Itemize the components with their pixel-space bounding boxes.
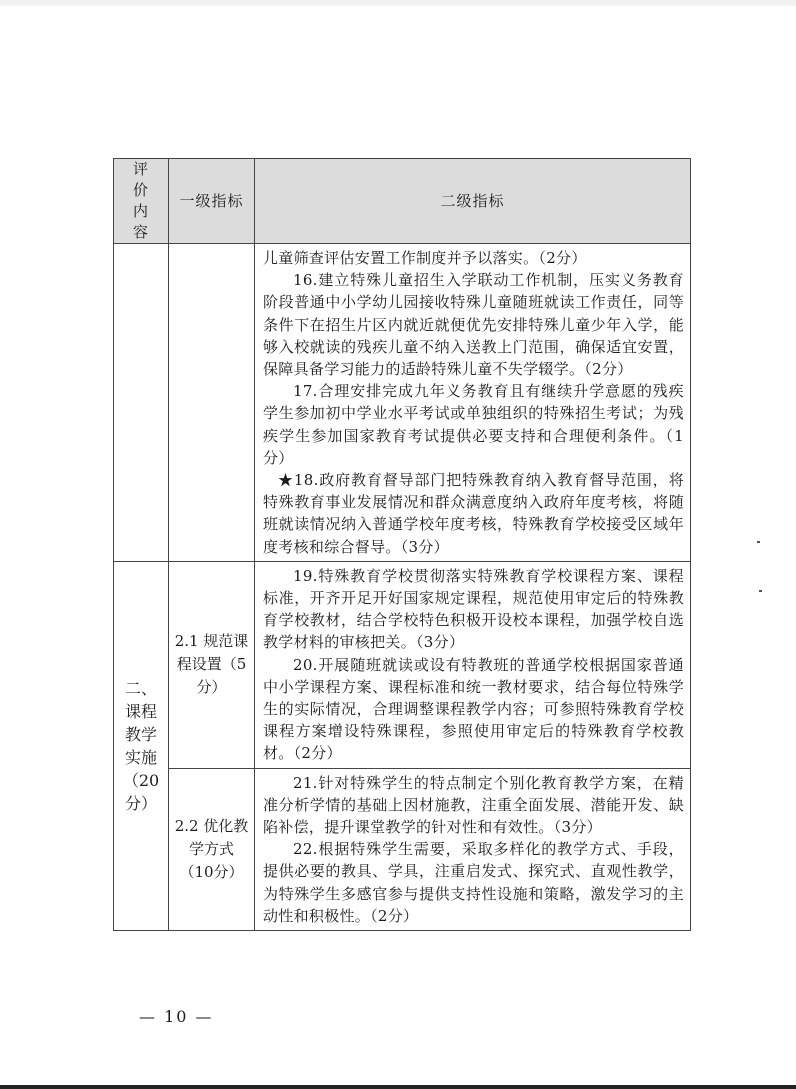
- scan-speck: [757, 541, 760, 543]
- level2-cell: [255, 561, 691, 768]
- evaluation-table: [113, 158, 691, 931]
- category-cell: [114, 561, 169, 930]
- scan-top-edge: [0, 0, 796, 6]
- table-row: [114, 244, 691, 562]
- table-row: [114, 561, 691, 768]
- scan-speck: [759, 590, 762, 592]
- indicator-item: 22.根据特殊学生需要，采取多样化的教学方式、手段，提供必要的教具、学具，注重启发式、探究式、直观性教学，为特殊学生多感官参与提供支持性设施和策略，激发学习的主动性和积极性。（2分）: [263, 840, 684, 925]
- indicator-item: 16.建立特殊儿童招生入学联动工作机制，压实义务教育阶段普通中小学幼儿园接收特殊儿童随班就读工作责任，同等条件下在招生片区内就近就便优先安排特殊儿童少年入学，能够入校就读的残疾儿童不纳入送教上门范围，确保适宜安置，保障具备学习能力的适龄特殊儿童不失学辍学。（2分）: [263, 271, 684, 379]
- level2-cell: [255, 244, 691, 562]
- category-label: 二、课程教学实施（20分）: [122, 678, 160, 813]
- indicator-item: ★18.政府教育督导部门把特殊教育纳入教育督导范围，将特殊教育事业发展情况和群众满意度纳入政府年度考核，将随班就读情况纳入普通学校年度考核，特殊教育学校接受区域年度考核和综合督导。（3分）: [263, 471, 684, 556]
- level1-label: 2.2 优化教学方式（10分）: [174, 816, 249, 881]
- table-row: [114, 768, 691, 930]
- scan-bottom-edge: [0, 1085, 796, 1089]
- indicator-item: 20.开展随班就读或设有特教班的普通学校根据国家普通中小学课程方案、课程标准和统一教材要求，结合每位特殊学生的实际情况，合理调整课程教学内容；可参照特殊教育学校课程方案增设特殊课程，参照使用审定后的特殊教育学校教材。（2分）: [263, 655, 684, 763]
- indicator-item: 19.特殊教育学校贯彻落实特殊教育学校课程方案、课程标准，开齐开足开好国家规定课程，规范使用审定后的特殊教育学校教材，结合学校特色积极开设校本课程，加强学校自选教学材料的审核把关。（3分）: [263, 566, 684, 652]
- indicator-item: 21.针对特殊学生的特点制定个别化教育教学方案，在精准分析学情的基础上因材施教，注重全面发展、潜能开发、缺陷补偿，提升课堂教学的针对性和有效性。（3分）: [263, 773, 684, 837]
- header-level2: 二级指标: [255, 159, 691, 244]
- page-number: — 10 —: [139, 1007, 214, 1026]
- level2-cell: [255, 768, 691, 930]
- indicator-item: 儿童筛查评估安置工作制度并予以落实。（2分）: [263, 249, 587, 267]
- level1-cell-empty: [169, 244, 255, 562]
- level1-cell: [169, 768, 255, 930]
- level1-cell: [169, 561, 255, 768]
- indicator-item: 17.合理安排完成九年义务教育且有继续升学意愿的残疾学生参加初中学业水平考试或单独组织的特殊招生考试；为残疾学生参加国家教育考试提供必要支持和合理便利条件。（1分）: [263, 382, 684, 467]
- header-content: 评价内容: [114, 159, 169, 244]
- category-cell-empty: [114, 244, 169, 562]
- level1-label: 2.1 规范课程设置（5分）: [174, 632, 249, 697]
- table-header-row: [114, 159, 691, 244]
- header-level1: 一级指标: [169, 159, 255, 244]
